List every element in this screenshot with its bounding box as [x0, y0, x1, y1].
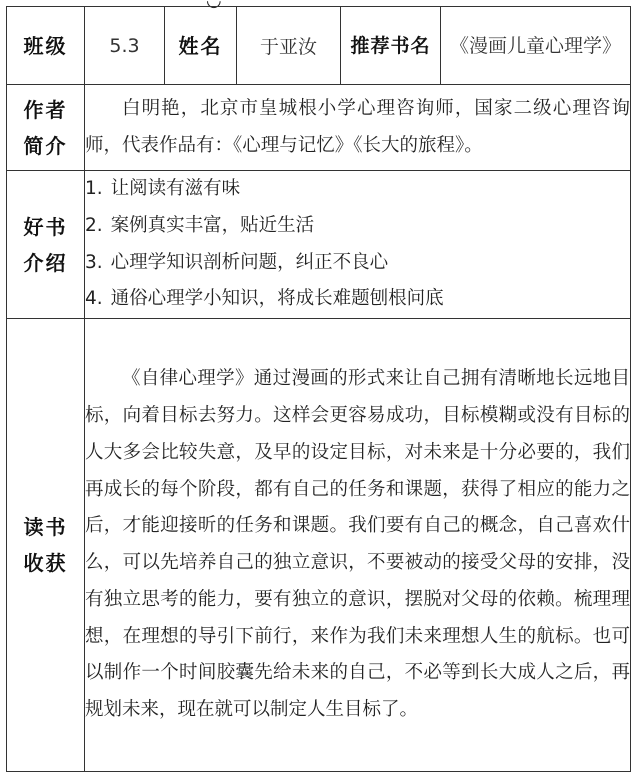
harvest-label-line-1: 读书 [23, 515, 68, 540]
list-item-number: 4. [85, 288, 103, 310]
list-item [85, 281, 630, 318]
harvest-label-line-2: 收获 [23, 551, 68, 576]
list-item [85, 171, 630, 208]
list-item-text: 让阅读有滋有味 [110, 178, 241, 199]
list-item-number: 1. [85, 178, 103, 199]
cropped-text-fragment: ◡ [206, 0, 222, 11]
author-bio: 白明艳，北京市皇城根小学心理咨询师，国家二级心理咨询师，代表作品有：《心理与记忆》《长大的旅程》。 [85, 85, 631, 171]
list-item-text: 通俗心理学小知识，将成长难题刨根问底 [110, 288, 444, 310]
class-label: 班级 [7, 7, 85, 85]
author-row [7, 85, 631, 171]
intro-list [85, 171, 631, 319]
book-title: 《漫画儿童心理学》 [441, 7, 631, 85]
list-item-text: 心理学知识剖析问题，纠正不良心 [110, 251, 389, 273]
author-label-line-2: 简介 [23, 133, 68, 158]
author-label-line-1: 作者 [23, 97, 68, 122]
intro-label [7, 171, 85, 319]
name-label: 姓名 [165, 7, 237, 85]
author-label [7, 85, 85, 171]
harvest-label [7, 319, 85, 772]
list-item [85, 208, 630, 245]
list-item-number: 2. [85, 214, 103, 236]
class-value: 5.3 [85, 7, 165, 85]
book-label: 推荐书名 [341, 7, 441, 85]
student-name: 于亚汝 [237, 7, 341, 85]
reading-record-table [6, 6, 631, 772]
list-item-number: 3. [85, 251, 103, 273]
intro-label-line-2: 介绍 [23, 250, 68, 275]
list-item [85, 245, 630, 282]
harvest-text: 《自律心理学》通过漫画的形式来让自己拥有清晰地长远地目标，向着目标去努力。这样会更容易成功，目标模糊或没有目标的人大多会比较失意，及早的设定目标，对未来是十分必要的，我们再成长的每个阶段，都有自己的任务和课题，获得了相应的能力之后，才能迎接昕的任务和课题。我们要有自己的概念，自己喜欢什么，可以先培养自己的独立意识，不要被动的接受父母的安排，没有独立思考的能力，要有独立的意识，摆脱对父母的依赖。梳理理想，在理想的导引下前行，来作为我们未来理想人生的航标。也可以制作一个时间胶囊先给未来的自己，不必等到长大成人之后，再规划未来，现在就可以制定人生目标了。 [85, 319, 631, 772]
intro-label-line-1: 好书 [23, 214, 68, 239]
header-row [7, 7, 631, 85]
intro-row [7, 171, 631, 319]
harvest-row [7, 319, 631, 772]
list-item-text: 案例真实丰富，贴近生活 [110, 214, 315, 236]
